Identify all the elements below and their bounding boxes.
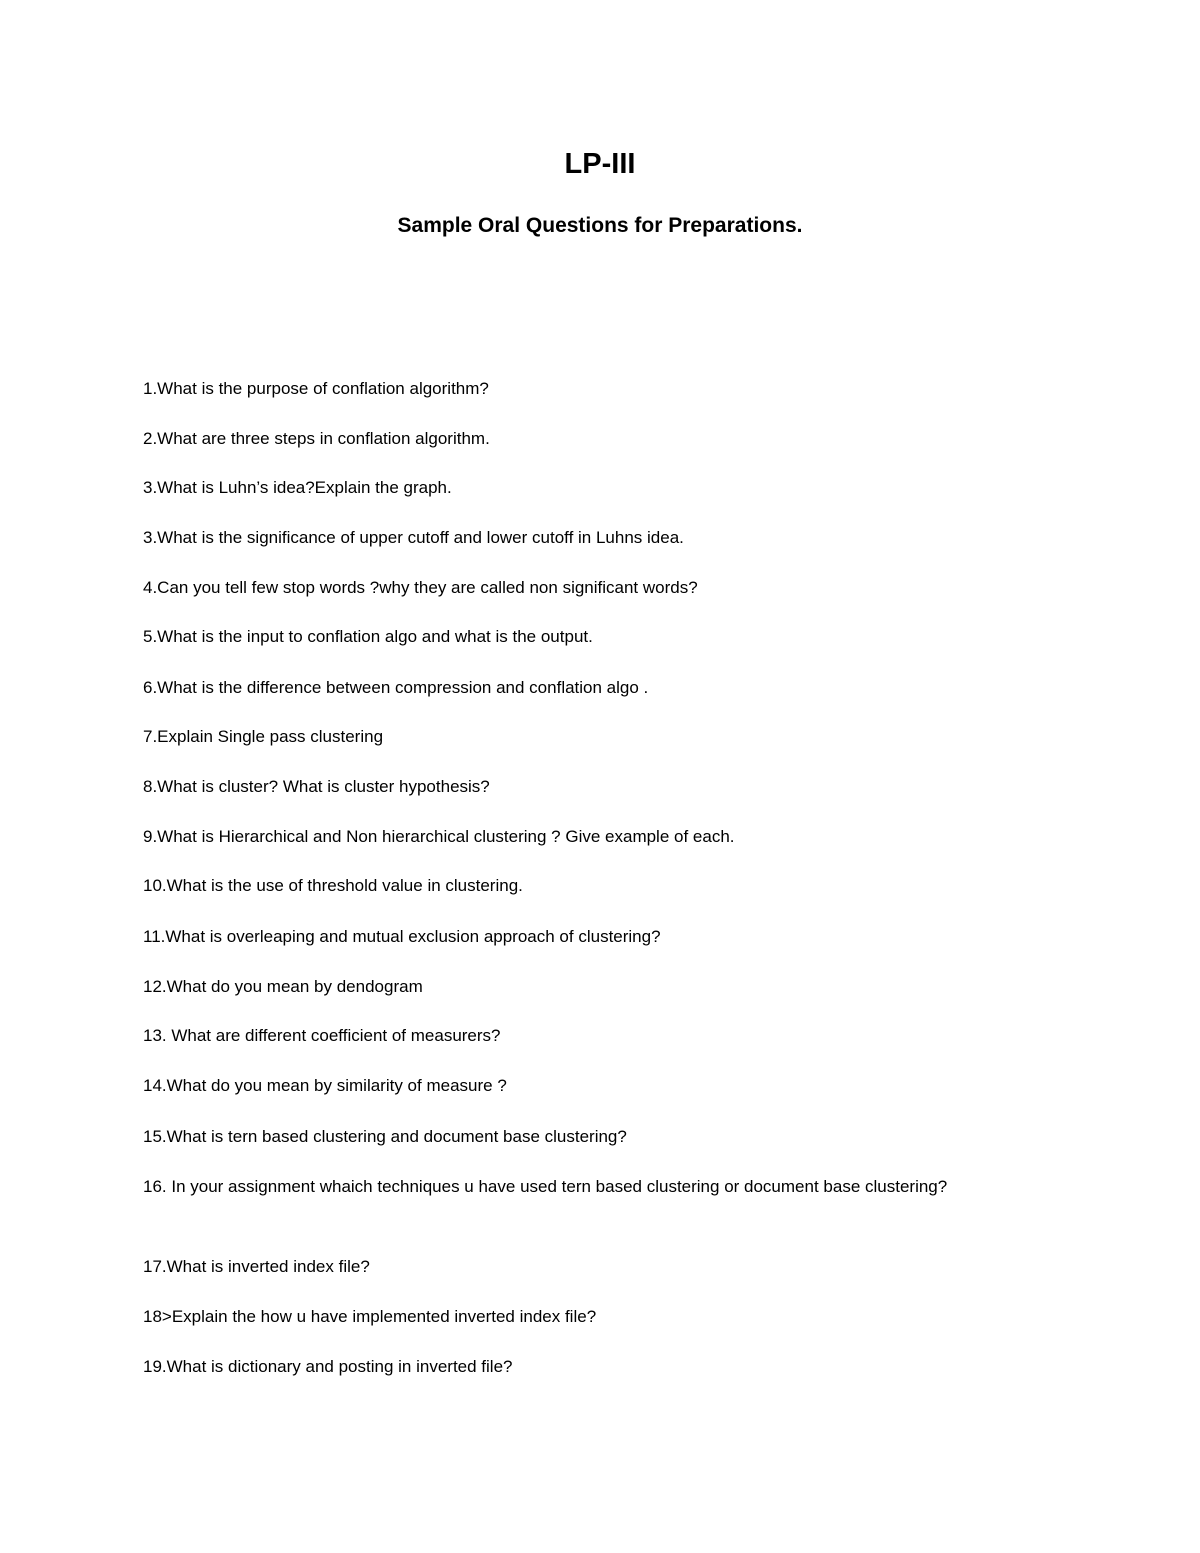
question-item: 3.What is the significance of upper cutoff and lower cutoff in Luhns idea. — [143, 528, 684, 547]
question-item: 11.What is overleaping and mutual exclusion approach of clustering? — [143, 927, 661, 946]
question-item: 13. What are different coefficient of measurers? — [143, 1026, 501, 1045]
question-item: 10.What is the use of threshold value in clustering. — [143, 876, 523, 895]
question-item: 15.What is tern based clustering and document base clustering? — [143, 1127, 627, 1146]
question-item: 9.What is Hierarchical and Non hierarchical clustering ? Give example of each. — [143, 827, 735, 846]
question-item: 14.What do you mean by similarity of measure ? — [143, 1076, 507, 1095]
question-item: 19.What is dictionary and posting in inverted file? — [143, 1357, 513, 1376]
question-item: 1.What is the purpose of conflation algorithm? — [143, 379, 489, 398]
question-item: 17.What is inverted index file? — [143, 1257, 370, 1276]
question-item: 6.What is the difference between compression and conflation algo . — [143, 678, 649, 697]
question-item: 7.Explain Single pass clustering — [143, 727, 384, 746]
question-item: 5.What is the input to conflation algo and what is the output. — [143, 627, 593, 646]
question-item: 18>Explain the how u have implemented inverted index file? — [143, 1307, 597, 1326]
question-item: 8.What is cluster? What is cluster hypothesis? — [143, 777, 490, 796]
question-item: 16. In your assignment whaich techniques u have used tern based clustering or document base clustering? — [143, 1177, 948, 1196]
question-item: 3.What is Luhn’s idea?Explain the graph. — [143, 478, 452, 497]
question-item: 4.Can you tell few stop words ?why they are called non significant words? — [143, 578, 698, 597]
question-item: 12.What do you mean by dendogram — [143, 977, 423, 996]
document-subtitle: Sample Oral Questions for Preparations. — [397, 214, 803, 237]
document-title: LP-III — [564, 148, 636, 180]
question-item: 2.What are three steps in conflation algorithm. — [143, 429, 490, 448]
